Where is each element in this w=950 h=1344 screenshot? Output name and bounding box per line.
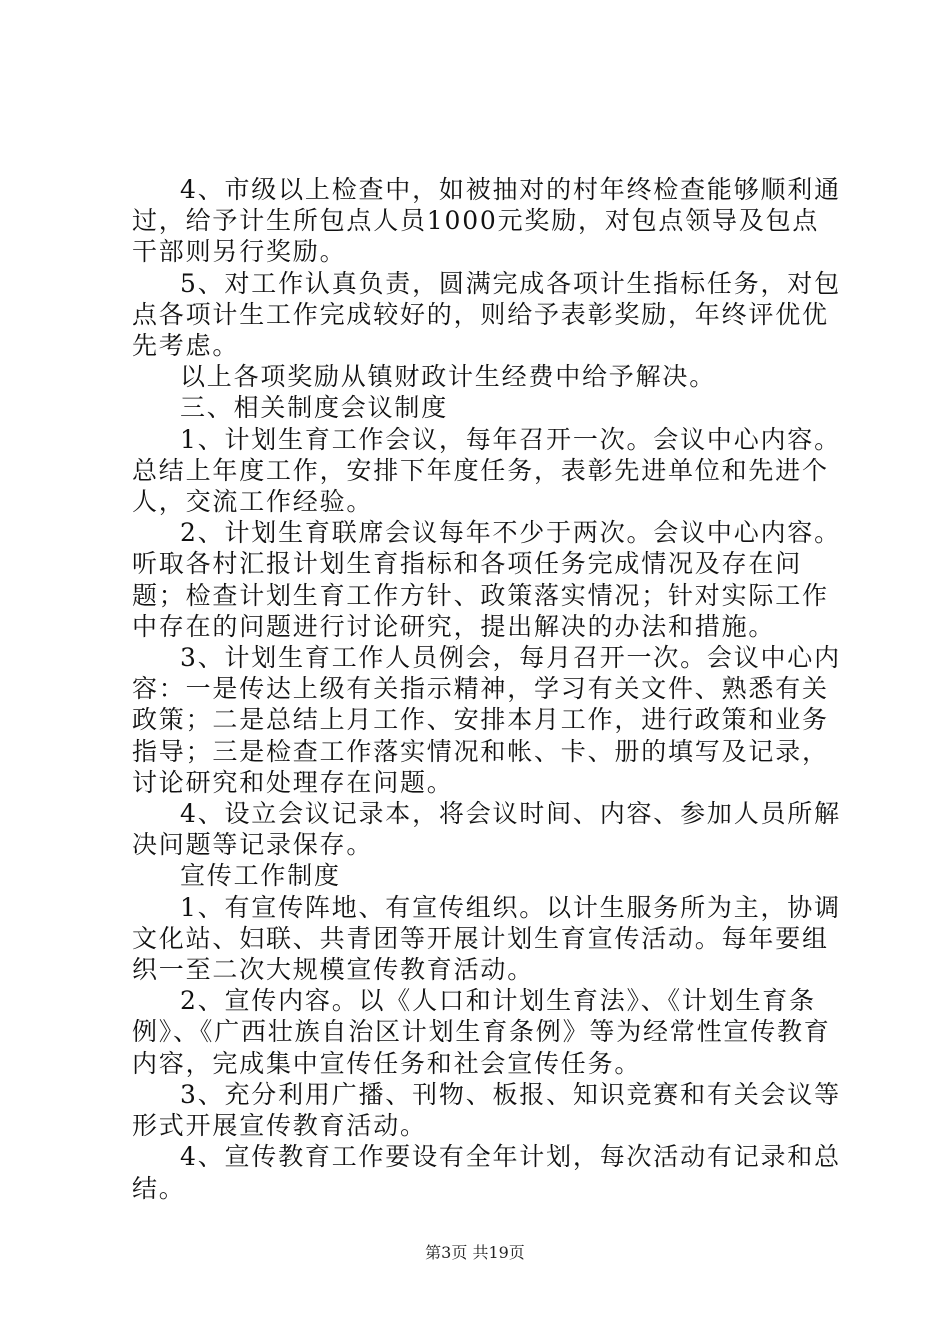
paragraph-publicity-3: 3、充分利用广播、刊物、板报、知识竞赛和有关会议等形式开展宣传教育活动。 xyxy=(132,1079,841,1141)
paragraph-meeting-1: 1、计划生育工作会议，每年召开一次。会议中心内容。总结上年度工作，安排下年度任务，表彰先进单位和先进个人，交流工作经验。 xyxy=(132,424,841,517)
heading-publicity-system: 宣传工作制度 xyxy=(180,861,341,891)
paragraph-publicity-2: 2、宣传内容。以《人口和计划生育法》、《计划生育条例》、《广西壮族自治区计划生育条例》等为经常性宣传教育内容，完成集中宣传任务和社会宣传任务。 xyxy=(132,986,831,1078)
paragraph-meeting-2: 2、计划生育联席会议每年不少于两次。会议中心内容。听取各村汇报计划生育指标和各项任务完成情况及存在问题；检查计划生育工作方针、政策落实情况；针对实际工作中存在的问题进行讨论研究，提出解决的办法和措施。 xyxy=(132,518,841,641)
document-body xyxy=(132,174,844,1204)
paragraph-publicity-1: 1、有宣传阵地、有宣传组织。以计生服务所为主，协调文化站、妇联、共青团等开展计划生育宣传活动。每年要组织一至二次大规模宣传教育活动。 xyxy=(132,892,841,985)
heading-meeting-system: 三、相关制度会议制度 xyxy=(180,393,449,423)
paragraph-reward-funding: 以上各项奖励从镇财政计生经费中给予解决。 xyxy=(180,362,717,392)
page-number-footer: 第3页 共19页 xyxy=(425,1243,525,1262)
paragraph-publicity-4: 4、宣传教育工作要设有全年计划，每次活动有记录和总结。 xyxy=(132,1142,841,1203)
paragraph-reward-5: 5、对工作认真负责，圆满完成各项计生指标任务，对包点各项计生工作完成较好的，则给予表彰奖励，年终评优优先考虑。 xyxy=(132,268,841,361)
paragraph-meeting-4: 4、设立会议记录本，将会议时间、内容、参加人员所解决问题等记录保存。 xyxy=(132,799,841,860)
paragraph-meeting-3: 3、计划生育工作人员例会，每月召开一次。会议中心内容：一是传达上级有关指示精神，学习有关文件、熟悉有关政策；二是总结上月工作、安排本月工作，进行政策和业务指导；三是检查工作落实情况和帐、卡、册的填写及记录，讨论研究和处理存在问题。 xyxy=(132,643,841,797)
paragraph-reward-4: 4、市级以上检查中，如被抽对的村年终检查能够顺利通过，给予计生所包点人员1000元奖励，对包点领导及包点干部则另行奖励。 xyxy=(132,175,841,267)
